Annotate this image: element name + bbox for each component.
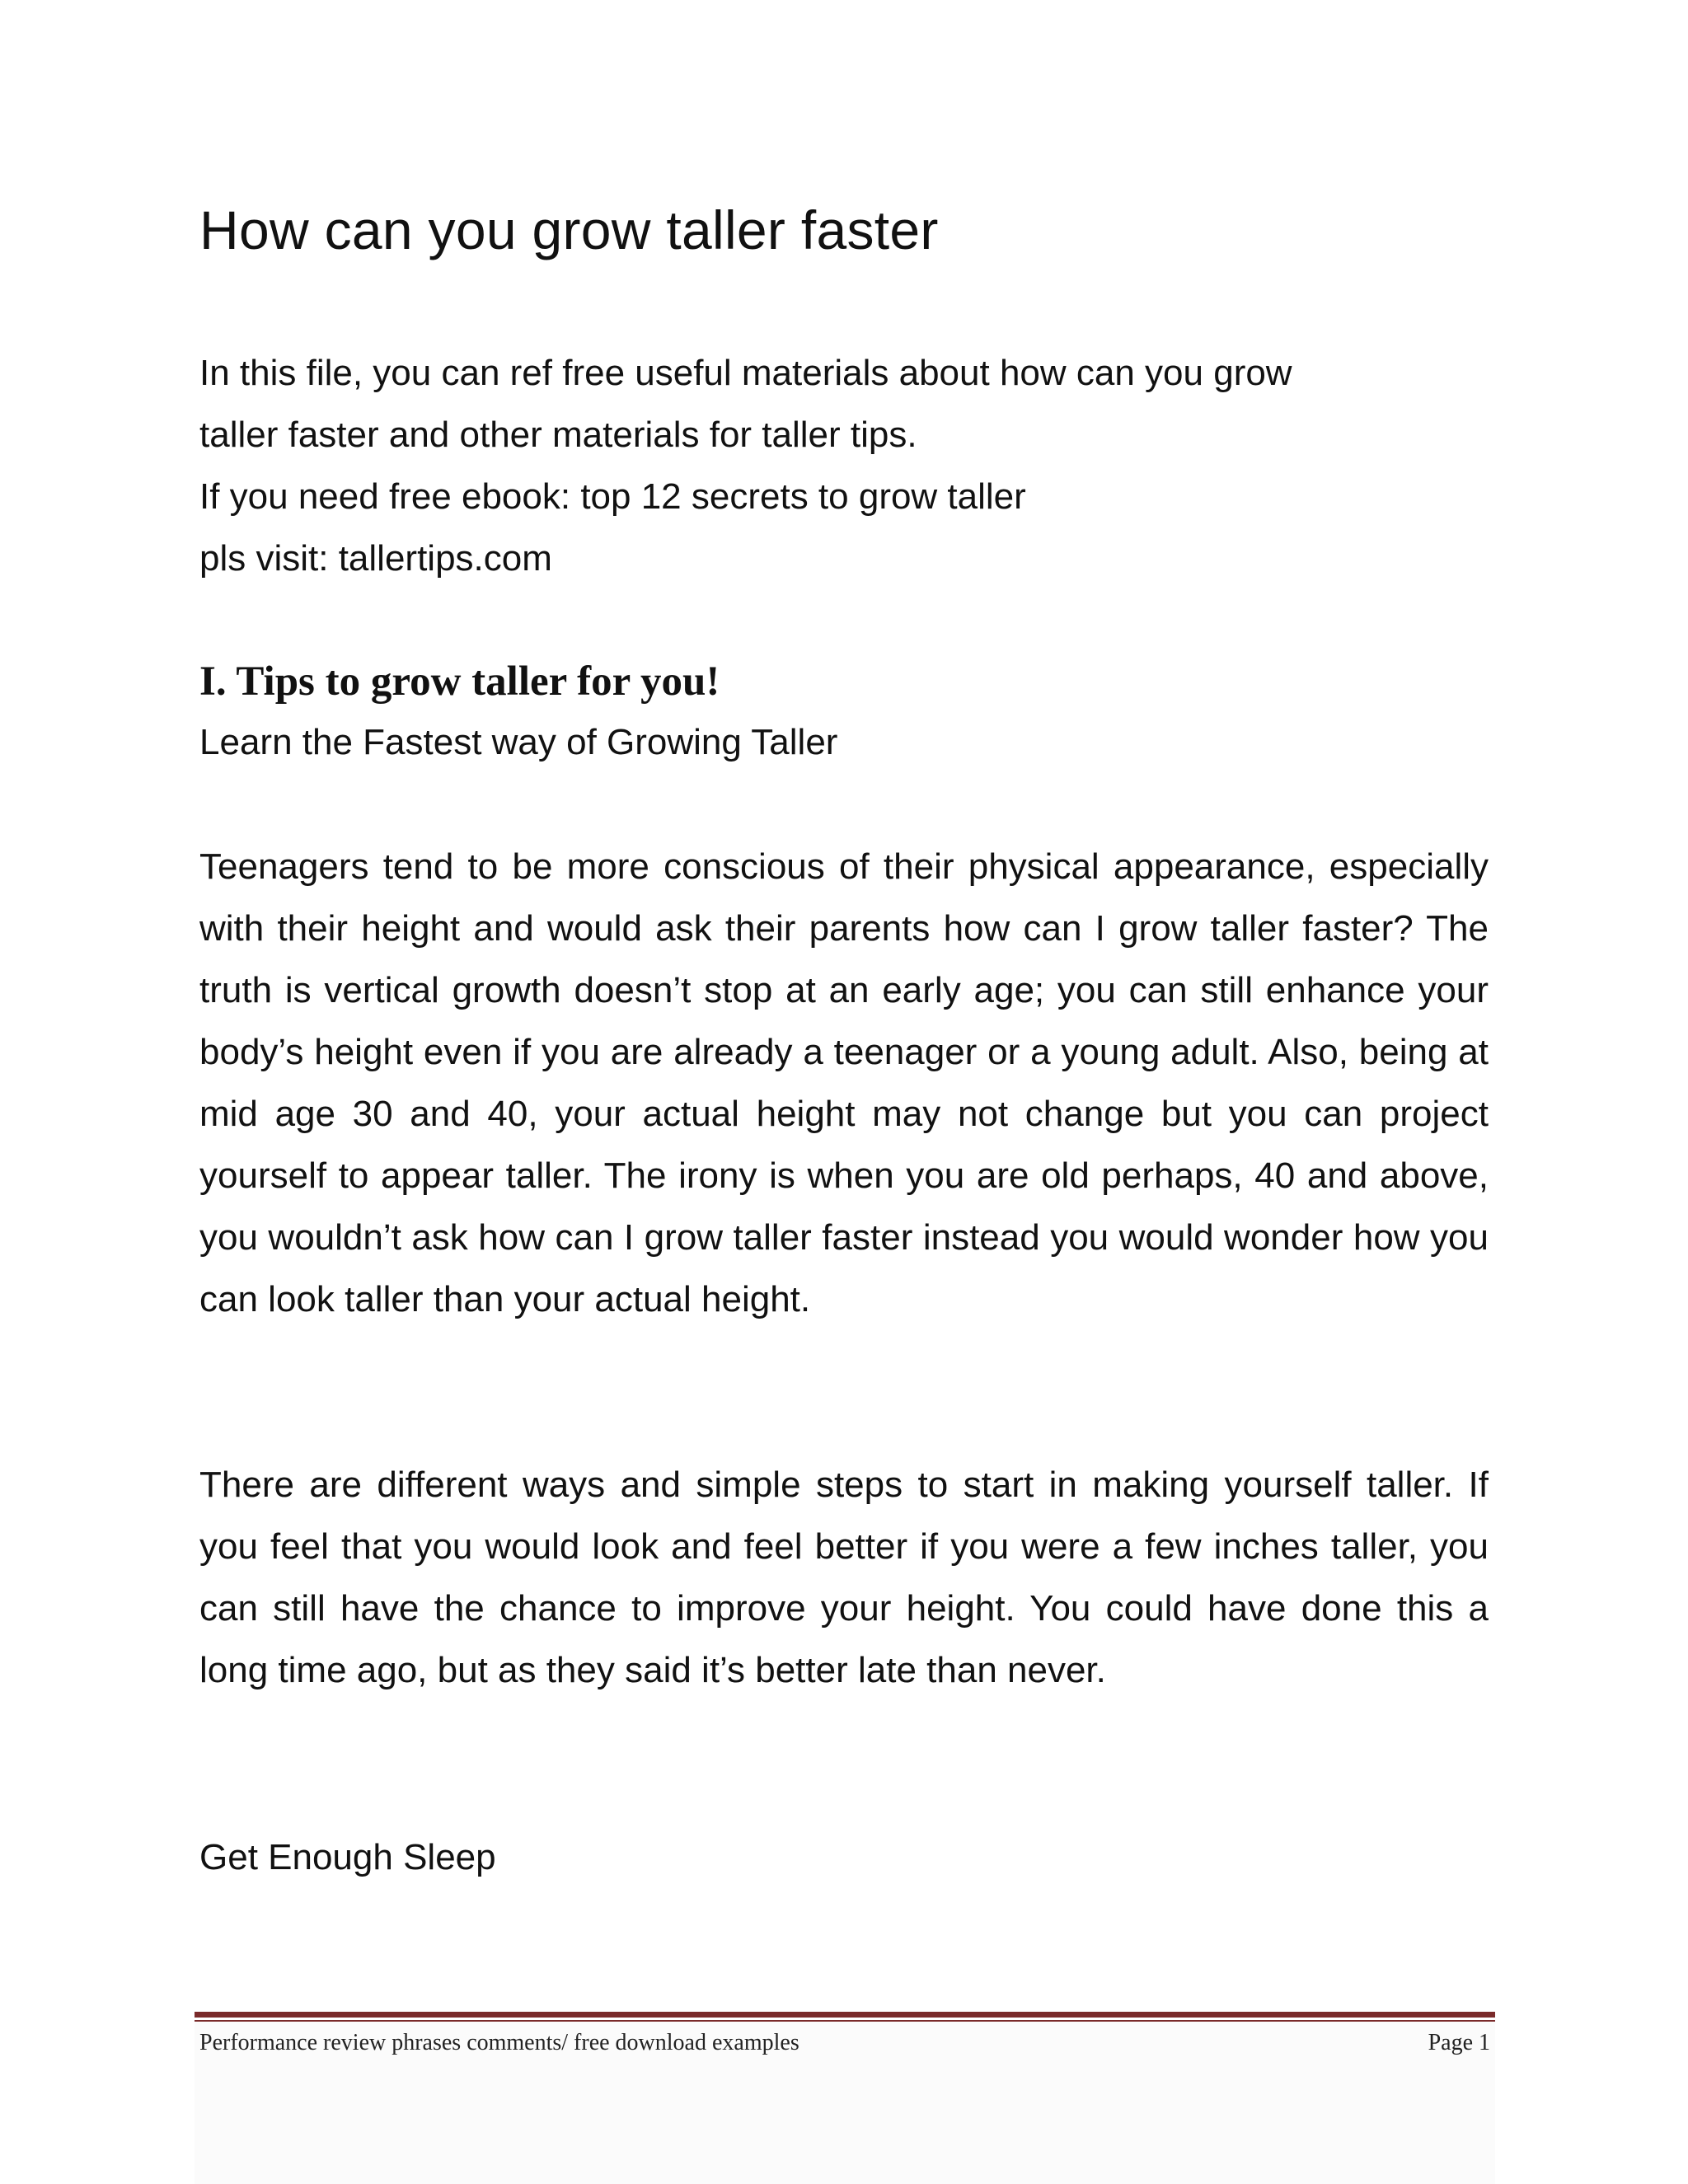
body-paragraph: There are different ways and simple steps to start in making yourself taller. If you feel that you would look and feel better if you were a few inches taller, you can still have the chance to improve your height. You could have done this a long time ago, but as they said it’s better late than never. — [199, 1465, 1489, 1690]
footer-text: Performance review phrases comments/ free download examples — [199, 2030, 799, 2055]
intro-block — [199, 342, 1493, 589]
page-title: How can you grow taller faster — [199, 199, 939, 260]
intro-line: If you need free ebook: top 12 secrets to grow taller — [199, 476, 1026, 517]
section-subtitle: Learn the Fastest way of Growing Taller — [199, 722, 838, 762]
subheading-sleep: Get Enough Sleep — [199, 1837, 496, 1877]
footer-divider — [195, 2012, 1495, 2018]
intro-line: pls visit: tallertips.com — [199, 538, 552, 579]
section-heading: I. Tips to grow taller for you! — [199, 658, 720, 705]
body-paragraph: Teenagers tend to be more conscious of their physical appearance, especially with their height and would ask their parents how can I grow taller faster? The truth is vertical growth doesn’t stop at an early age; you can still enhance your body’s height even if you are already a teenager or a young adult. Also, being at mid age 30 and 40, your actual height may not change but you can project yourself to appear taller. The irony is when you are old perhaps, 40 and above, you wouldn’t ask how can I grow taller faster instead you would wonder how you can look taller than your actual height. — [199, 846, 1489, 1319]
intro-line: taller faster and other materials for taller tips. — [199, 415, 917, 455]
page-number: Page 1 — [1428, 2030, 1490, 2055]
footer-divider-thin — [195, 2020, 1495, 2022]
intro-line: In this file, you can ref free useful materials about how can you grow — [199, 353, 1292, 393]
